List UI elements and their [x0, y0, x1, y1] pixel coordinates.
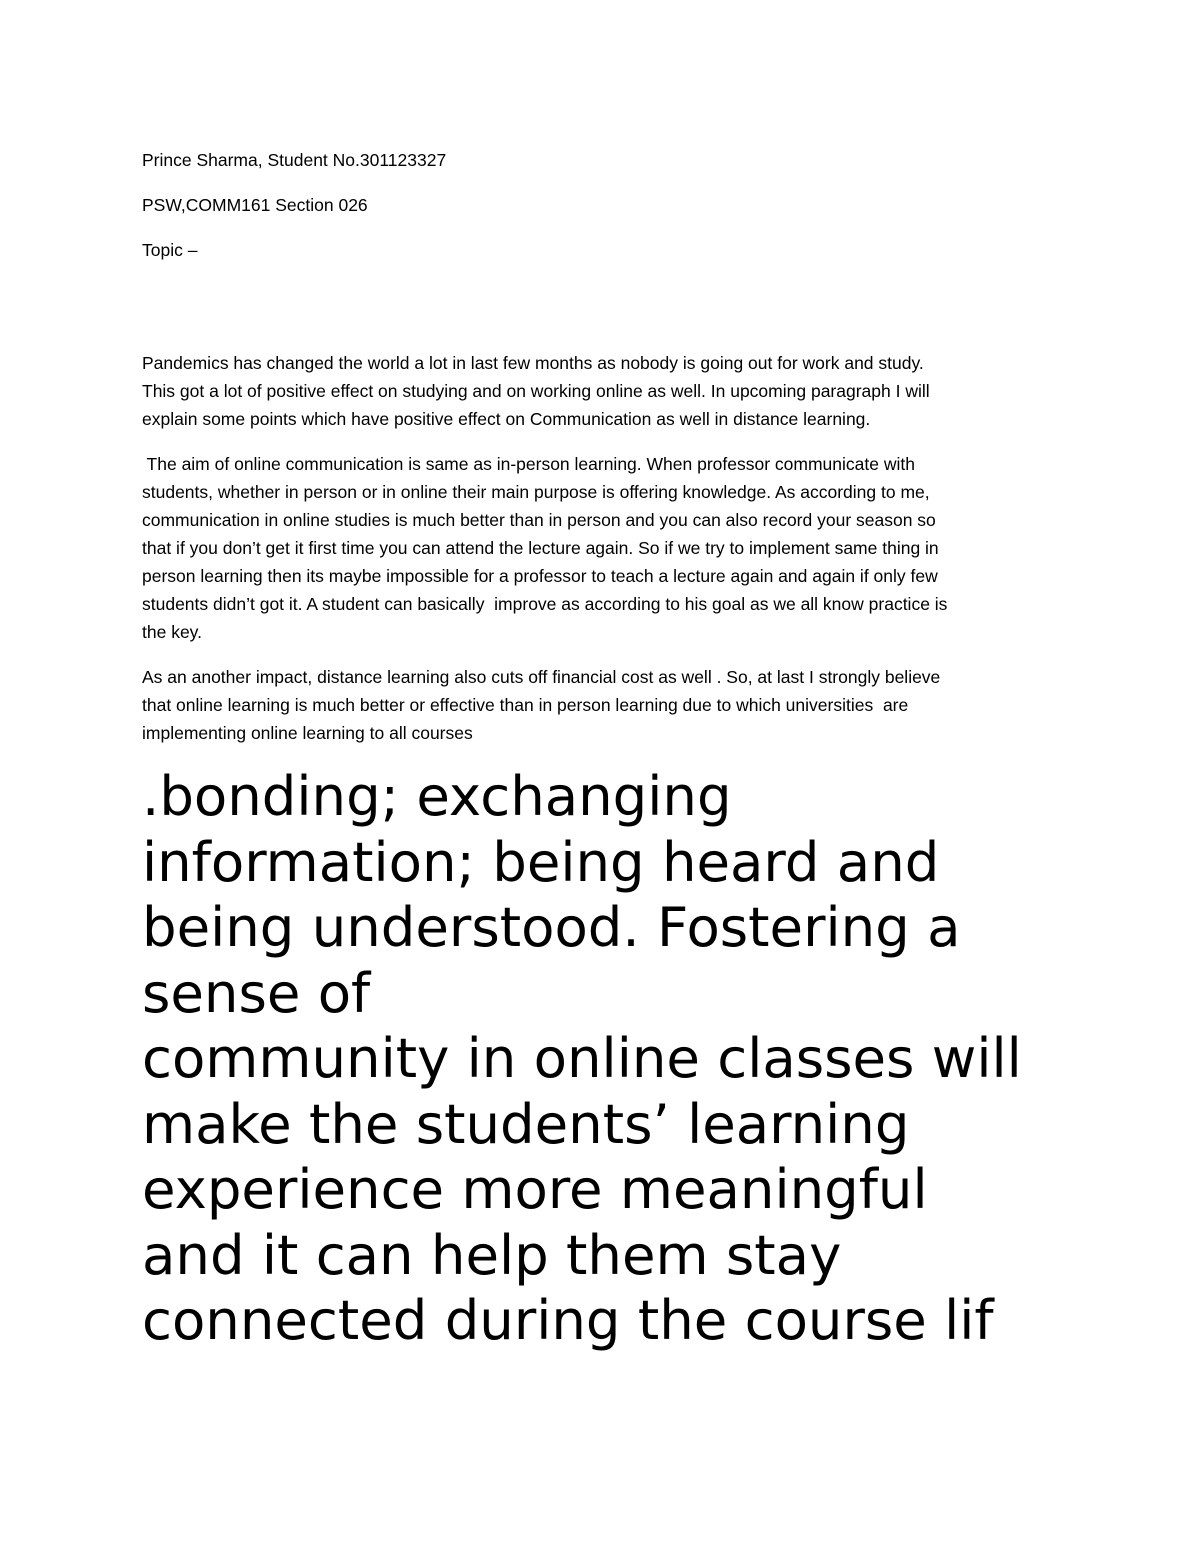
paragraph-aim [142, 450, 1062, 646]
large-text-line: make the students’ learning [142, 1091, 910, 1156]
large-text-block [142, 764, 1062, 1354]
document-content [142, 146, 1062, 1354]
text-line: As an another impact, distance learning also cuts off financial cost as well . So, at last I strongly believe [142, 667, 941, 687]
paragraph-intro [142, 349, 1062, 433]
large-text-line: .bonding; exchanging [142, 764, 732, 828]
text-line: students, whether in person or in online their main purpose is offering knowledge. As according to me, [142, 482, 930, 502]
text-line: The aim of online communication is same as in-person learning. When professor communicate with [142, 454, 915, 474]
student-name-line: Prince Sharma, Student No.301123327 [142, 150, 447, 170]
text-line: communication in online studies is much better than in person and you can also record your season so [142, 510, 936, 530]
large-text-line: connected during the course lif [142, 1288, 994, 1352]
text-line: that if you don’t get it first time you can attend the lecture again. So if we try to implement same thing in [142, 538, 939, 558]
text-line: person learning then its maybe impossible for a professor to teach a lecture again and again if only few [142, 566, 938, 586]
large-text-line: sense of [142, 960, 371, 1025]
text-line: explain some points which have positive effect on Communication as well in distance learning. [142, 409, 871, 429]
spacer [142, 264, 1062, 349]
large-text-line: and it can help them stay [142, 1222, 842, 1287]
course-line: PSW,COMM161 Section 026 [142, 195, 368, 215]
text-line: This got a lot of positive effect on studying and on working online as well. In upcoming paragraph I will [142, 381, 930, 401]
large-text-line: experience more meaningful [142, 1157, 928, 1221]
large-text-line: information; being heard and [142, 829, 940, 894]
topic-line: Topic – [142, 240, 198, 260]
text-line: Pandemics has changed the world a lot in last few months as nobody is going out for work and study. [142, 353, 924, 373]
large-text-line: being understood. Fostering a [142, 895, 961, 959]
paragraph-impact [142, 663, 1062, 747]
text-line: implementing online learning to all courses [142, 723, 473, 743]
large-text-line: community in online classes will [142, 1026, 1022, 1090]
text-line: students didn’t got it. A student can basically improve as according to his goal as we all know practice is [142, 594, 948, 614]
text-line: that online learning is much better or effective than in person learning due to which universities are [142, 695, 909, 715]
text-line: the key. [142, 622, 202, 642]
